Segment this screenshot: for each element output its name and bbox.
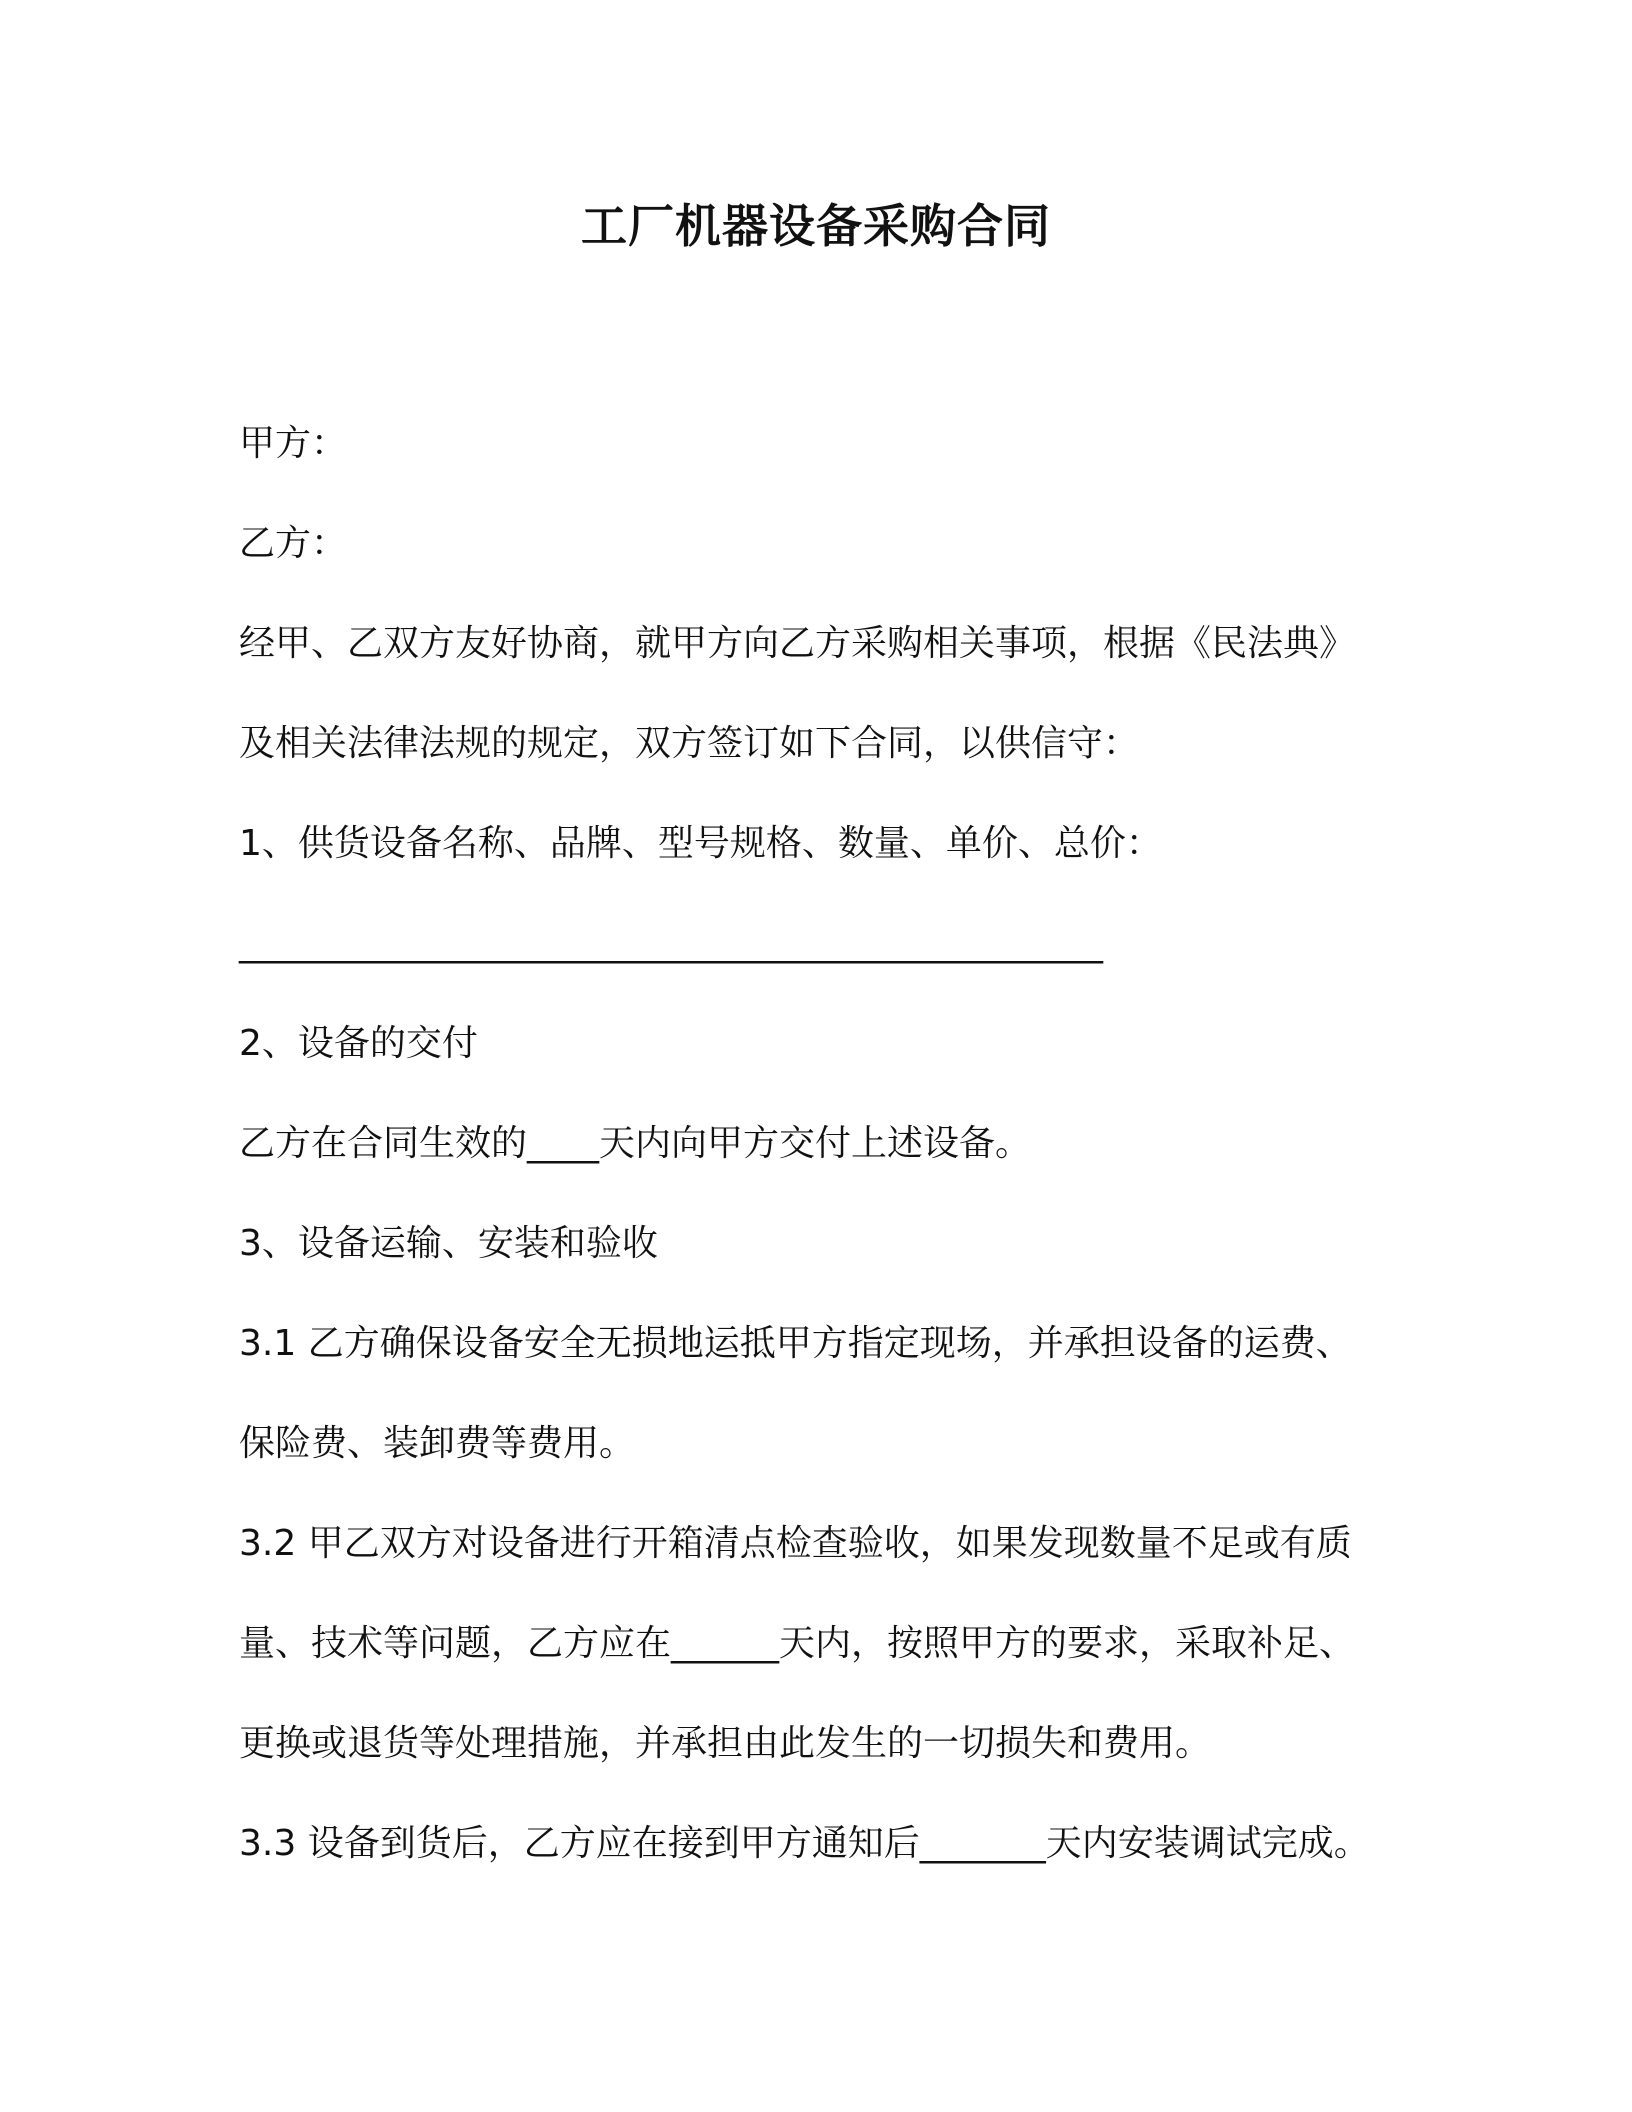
clause-3-1-line-2: 保险费、装卸费等费用。 bbox=[239, 1423, 636, 1464]
clause-1-blank-line: ________________________________________________ bbox=[239, 923, 1103, 964]
clause-3-2-line-3: 更换或退货等处理措施，并承担由此发生的一切损失和费用。 bbox=[239, 1723, 1212, 1764]
clause-3-2-line-1: 3.2 甲乙双方对设备进行开箱清点检查验收，如果发现数量不足或有质 bbox=[239, 1523, 1352, 1564]
party-a-line: 甲方： bbox=[239, 423, 348, 464]
clause-3-1-line-1: 3.1 乙方确保设备安全无损地运抵甲方指定现场，并承担设备的运费、 bbox=[239, 1323, 1352, 1364]
clause-2-heading: 2、设备的交付 bbox=[239, 1023, 478, 1064]
preamble-line-2: 及相关法律法规的规定，双方签订如下合同，以供信守： bbox=[239, 723, 1140, 764]
clause-1-heading: 1、供货设备名称、品牌、型号规格、数量、单价、总价： bbox=[239, 823, 1162, 864]
preamble-line-1: 经甲、乙双方友好协商，就甲方向乙方采购相关事项，根据《民法典》 bbox=[239, 623, 1356, 664]
clause-3-3-line: 3.3 设备到货后，乙方应在接到甲方通知后_______天内安装调试完成。 bbox=[239, 1823, 1370, 1864]
party-b-line: 乙方： bbox=[239, 523, 348, 564]
clause-3-2-line-2: 量、技术等问题，乙方应在______天内，按照甲方的要求，采取补足、 bbox=[239, 1623, 1356, 1664]
clause-3-heading: 3、设备运输、安装和验收 bbox=[239, 1223, 658, 1264]
clause-2-text: 乙方在合同生效的____天内向甲方交付上述设备。 bbox=[239, 1123, 1032, 1164]
document-title: 工厂机器设备采购合同 bbox=[581, 199, 1051, 253]
